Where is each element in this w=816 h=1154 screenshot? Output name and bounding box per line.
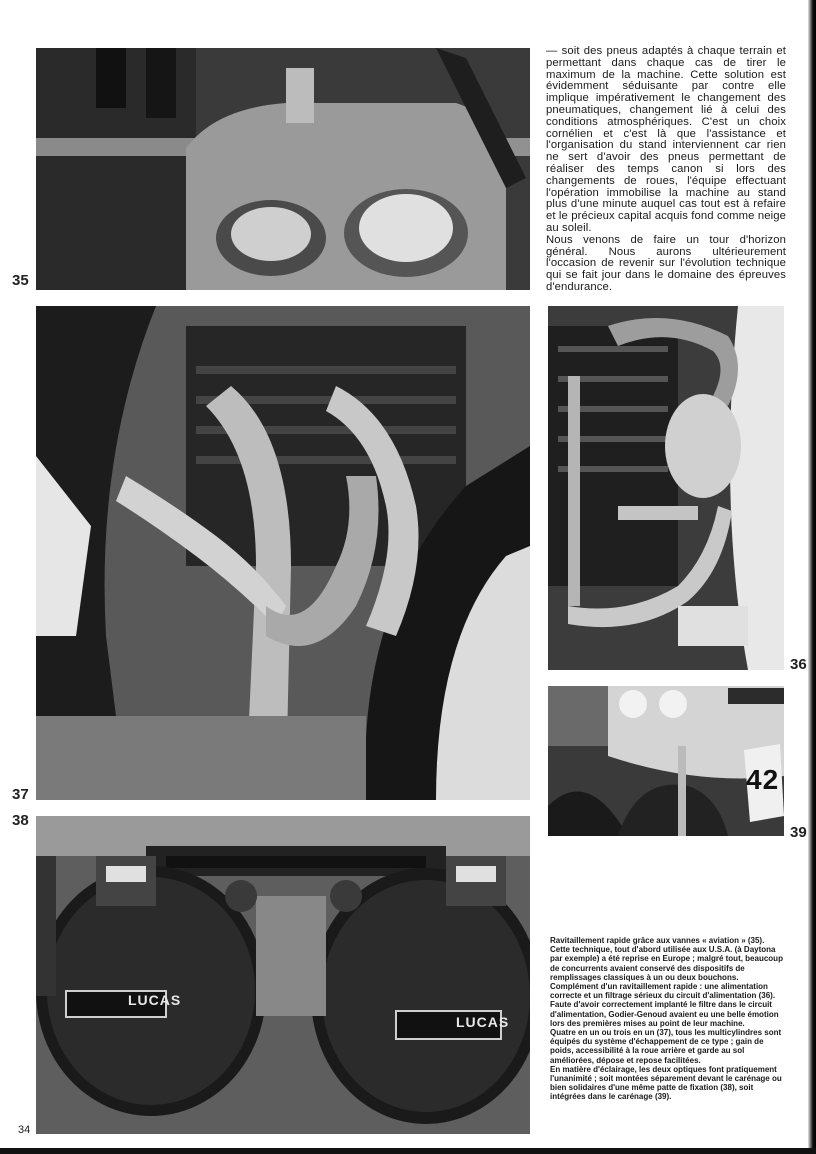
article-paragraph-2: Nous venons de faire un tour d'horizon général. Nous aurons ultérieurement l'occasion de revenir sur l'évolution technique qui se fait jour dans le domaine des épreuves d'endurance.: [546, 233, 786, 293]
page-edge-shadow: [808, 0, 816, 1154]
photo-caption: [550, 936, 786, 1102]
figure-number-36: 36: [790, 656, 807, 673]
lucas-badge-left: LUCAS: [128, 992, 182, 1008]
article-body-text: [546, 46, 786, 294]
figure-number-39: 39: [790, 824, 807, 841]
article-paragraph-1: — soit des pneus adaptés à chaque terrain et permettant dans chaque cas de tirer le maximum de la machine. Cette solution est évidemment séduisante par contre elle implique impérativement le changement des pneumatiques, changement lié à celui des conditions atmosphériques. C'est un choix cornélien et c'est là que l'assistance et l'organisation du stand interviennent car rien ne sert d'avoir des pneus permettant de réaliser des temps canon si lors des changements de roues, l'équipe effectuant l'opération immobilise la machine au stand plus d'une minute auquel cas tout est à refaire et le précieux capital acquis fond comme neige au soleil.: [546, 45, 786, 234]
figure-number-37: 37: [12, 786, 29, 803]
photo-37-exhaust: [36, 306, 530, 800]
caption-paragraph-1: Ravitaillement rapide grâce aux vannes « aviation » (35). Cette technique, tout d'abord utilisée aux U.S.A. (à Daytona par exemple) a été reprise en Europe ; malgré tout, beaucoup de concurrents avaient conservé des dispositifs de remplissages classiques à un ou deux bouchons.: [550, 936, 783, 982]
figure-number-38: 38: [12, 812, 29, 829]
caption-paragraph-4: En matière d'éclairage, les deux optiques font pratiquement l'unanimité ; soit montées séparement devant le carénage ou bien solidaires d'une même patte de fixation (38), soit intégrées dans le carénage (39).: [550, 1064, 782, 1102]
photo-36-fuel-filter: [548, 306, 784, 670]
photo-38-lucas-headlamps: [36, 816, 530, 1134]
lucas-badge-right: LUCAS: [456, 1014, 510, 1030]
race-number: 42: [746, 764, 780, 795]
caption-paragraph-3: Quatre en un ou trois en un (37), tous les multicylindres sont équipés du système d'échappement de ce type ; gain de poids, accessibilité à la roue arrière et garde au sol améliorées, dépose et repose facilitées.: [550, 1028, 782, 1065]
photo-39-fairing-lights: [548, 686, 784, 836]
page-bottom-edge: [0, 1148, 816, 1154]
page-number: 34: [18, 1124, 31, 1136]
caption-paragraph-2: Complément d'un ravitaillement rapide : une alimentation correcte et un filtrage sérieux du circuit d'alimentation (36). Faute d'avoir correctement implanté le filtre dans le circuit d'alimentation, Godier-Genoud avaient eu une belle émotion lors des premières mises au point de leur machine.: [550, 982, 779, 1028]
figure-number-35: 35: [12, 272, 29, 289]
photo-35-fuel-tank: [36, 48, 530, 290]
